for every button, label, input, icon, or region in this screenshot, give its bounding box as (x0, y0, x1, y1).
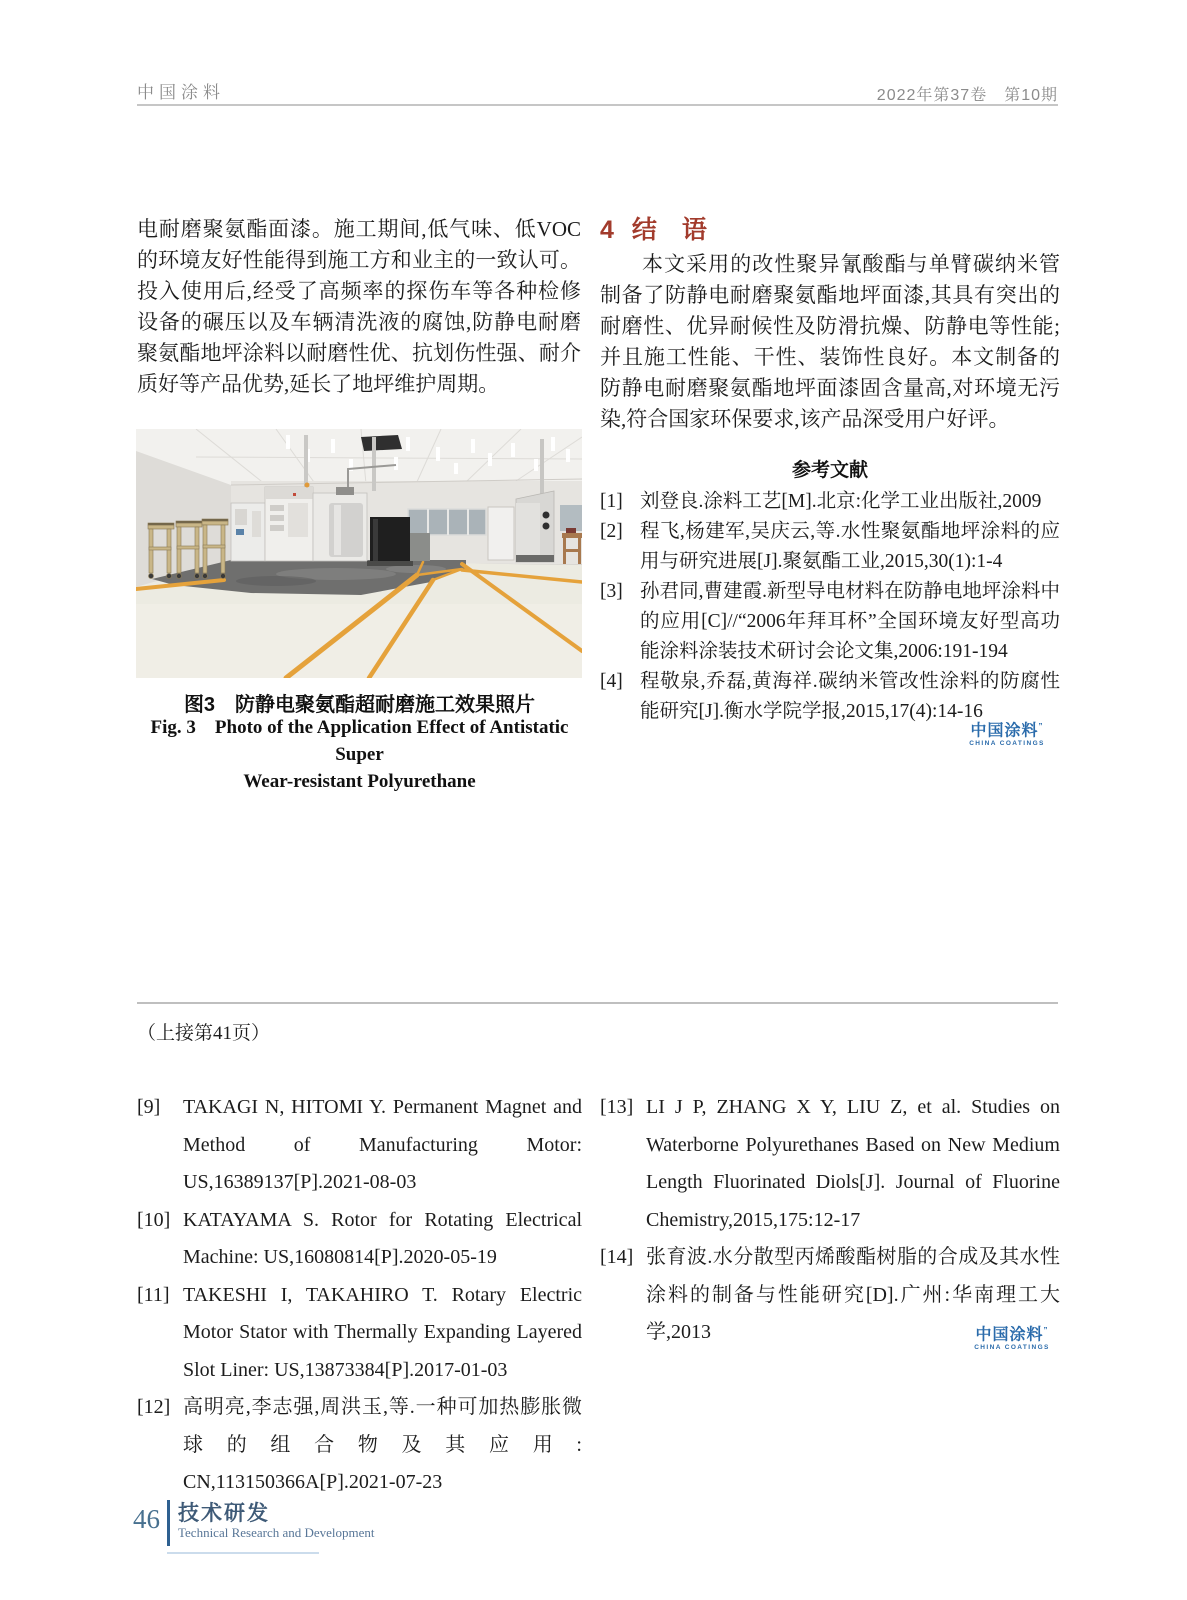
footer-underline (167, 1552, 319, 1554)
logo-text-cn: 中国涂料” (975, 1326, 1049, 1344)
section-title: 结 语 (631, 216, 707, 244)
conclusion-paragraph: 本文采用的改性聚异氰酸酯与单臂碳纳米管制备了防静电耐磨聚氨酯地坪面漆,其具有突出的耐磨性、优异耐候性及防滑抗燥、防静电等性能;并且施工性能、干性、装饰性良好。本文制备的防静电耐磨聚氨酯地坪面漆固含量高,对环境无污染,符合国家环保要求,该产品深受用户好评。 (600, 252, 1060, 431)
reference-label: [2] (600, 521, 623, 542)
continued-references-right (600, 1089, 1060, 1352)
china-coatings-logo (967, 1322, 1057, 1352)
reference-text: 高明亮,李志强,周洪玉,等.一种可加热膨胀微球的组合物及其应用: CN,113150366A[P].2021-07-23 (183, 1396, 582, 1493)
reference-item (137, 1277, 582, 1390)
reference-label: [3] (600, 581, 623, 602)
logo-text-en: CHINA COATINGS (969, 740, 1045, 748)
issue-info: 2022年第37卷 第10期 (876, 87, 1058, 104)
china-coatings-logo (962, 718, 1052, 748)
references-title: 参考文献 (791, 460, 868, 481)
reference-label: [4] (600, 671, 623, 692)
reference-label: [13] (600, 1096, 634, 1118)
figure3-caption-en-line1: Fig. 3 Photo of the Application Effect of Antistatic Super (150, 717, 569, 765)
reference-item (137, 1389, 582, 1502)
reference-label: [10] (137, 1208, 171, 1231)
trademark-mark: ” (1038, 722, 1044, 731)
reference-label: [11] (137, 1283, 170, 1306)
continued-from-note: （上接第41页） (137, 1023, 271, 1044)
figure3-caption-cn: 图3 防静电聚氨酯超耐磨施工效果照片 (183, 694, 536, 716)
logo-text-en: CHINA COATINGS (974, 1344, 1050, 1352)
reference-label: [12] (137, 1396, 171, 1418)
figure3-caption-en (137, 714, 582, 795)
footer-divider-bar (167, 1500, 170, 1546)
section-heading-conclusion (600, 210, 707, 246)
reference-text: KATAYAMA S. Rotor for Rotating Electrical Machine: US,16080814[P].2020-05-19 (183, 1208, 582, 1268)
reference-text: 刘登良.涂料工艺[M].北京:化学工业出版社,2009 (640, 491, 1042, 512)
footer-section-en: Technical Research and Development (178, 1525, 375, 1540)
reference-label: [1] (600, 491, 623, 512)
header-rule (137, 104, 1058, 106)
reference-item (600, 577, 1060, 667)
logo-text-cn: 中国涂料” (970, 722, 1044, 740)
references-list (600, 487, 1060, 727)
reference-label: [9] (137, 1096, 161, 1118)
reference-label: [14] (600, 1246, 634, 1268)
reference-text: 张育波.水分散型丙烯酸酯树脂的合成及其水性涂料的制备与性能研究[D].广州:华南理工大学,2013 (646, 1246, 1060, 1343)
reference-item (600, 1089, 1060, 1239)
section-divider-rule (137, 1002, 1058, 1004)
reference-text: 程飞,杨建军,吴庆云,等.水性聚氨酯地坪涂料的应用与研究进展[J].聚氨酯工业,2015,30(1):1-4 (640, 521, 1060, 572)
reference-text: TAKAGI N, HITOMI Y. Permanent Magnet and Method of Manufacturing Motor: US,16389137[P].2021-08-03 (183, 1096, 582, 1193)
figure3-caption-en-line2: Wear-resistant Polyurethane (243, 771, 476, 792)
footer-section-cn: 技术研发 (178, 1502, 270, 1525)
reference-item (600, 517, 1060, 577)
reference-text: LI J P, ZHANG X Y, LIU Z, et al. Studies on Waterborne Polyurethanes Based on New Medium Length Fluorinated Diols[J]. Journal of Fluorine Chemistry,2015,175:12-17 (646, 1096, 1060, 1231)
reference-text: TAKESHI I, TAKAHIRO T. Rotary Electric Motor Stator with Thermally Expanding Layered Slot Liner: US,13873384[P].2017-01-03 (183, 1283, 582, 1381)
trademark-mark: ” (1043, 1326, 1049, 1335)
journal-title-header: 中国涂料 (137, 83, 225, 102)
reference-item (137, 1089, 582, 1202)
back-door (488, 507, 514, 560)
reference-item (137, 1202, 582, 1277)
figure3-photo (136, 429, 582, 678)
reference-text: 程敬泉,乔磊,黄海祥.碳纳米管改性涂料的防腐性能研究[J].衡水学院学报,2015,17(4):14-16 (640, 671, 1060, 722)
ceiling-vent (361, 435, 402, 451)
factory-floor-scene (136, 429, 582, 678)
page-number: 46 (133, 1504, 160, 1534)
reference-text: 孙君同,曹建霞.新型导电材料在防静电地坪涂料中的应用[C]//“2006年拜耳杯”全国环境友好型高功能涂料涂装技术研讨会论文集,2006:191-194 (640, 581, 1060, 662)
section-number: 4 (600, 216, 614, 244)
reference-item (600, 487, 1060, 517)
body-paragraph-left: 电耐磨聚氨酯面漆。施工期间,低气味、低VOC的环境友好性能得到施工方和业主的一致认可。投入使用后,经受了高频率的探伤车等各种检修设备的碾压以及车辆清洗液的腐蚀,防静电耐磨聚氨酯地坪涂料以耐磨性优、抗划伤性强、耐介质好等产品优势,延长了地坪维护周期。 (137, 217, 581, 396)
continued-references-left (137, 1089, 582, 1502)
